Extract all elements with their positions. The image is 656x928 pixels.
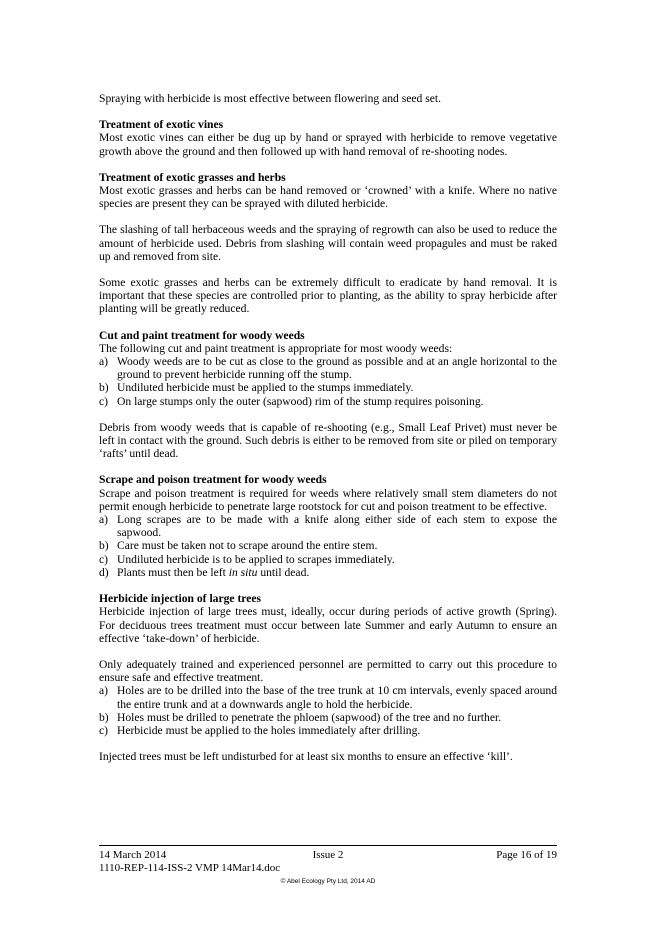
footer-row — [99, 846, 557, 862]
list-text: Care must be taken not to scrape around the entire stem. — [117, 539, 378, 553]
list-label: a) — [99, 513, 109, 527]
injection-final-paragraph: Injected trees must be left undisturbed for at least six months to ensure an effective ‘kill’. — [99, 750, 513, 764]
document-body — [99, 92, 557, 763]
list-label: b) — [99, 710, 109, 724]
list-text: Woody weeds are to be cut as close to the ground as possible and at an angle horizontal to the ground to prevent herbicide running off the stump. — [117, 355, 557, 382]
heading-cut-and-paint: Cut and paint treatment for woody weeds — [99, 328, 305, 342]
injection-paragraph-2: Only adequately trained and experienced personnel are permitted to carry out this procedure to ensure safe and effective treatment. — [99, 657, 557, 685]
intro-paragraph: Spraying with herbicide is most effective between flowering and seed set. — [99, 92, 442, 105]
list-item — [99, 684, 557, 710]
heading-exotic-vines: Treatment of exotic vines — [99, 118, 224, 132]
grasses-paragraph-2: The slashing of tall herbaceous weeds and the spraying of regrowth can also be used to reduce the amount of herbicide used. Debris from slashing will contain weed propagules and must be raked up and removed from site. — [99, 223, 557, 263]
list-item — [99, 395, 557, 408]
list-text: Herbicide must be applied to the holes immediately after drilling. — [117, 723, 421, 737]
list-text — [117, 566, 557, 579]
list-label: c) — [99, 552, 109, 566]
footer-copyright: © Abel Ecology Pty Ltd, 2014 AD — [280, 878, 376, 885]
list-label: d) — [99, 565, 109, 579]
list-item — [99, 539, 557, 552]
list-text: Holes are to be drilled into the base of the tree trunk at 10 cm intervals, evenly spaced around the entire trunk and at a downwards angle to hold the herbicide. — [117, 684, 557, 711]
list-item — [99, 724, 557, 737]
list-label: b) — [99, 381, 109, 395]
footer-issue: Issue 2 — [312, 849, 344, 861]
list-text-pre: Plants must then be left — [117, 565, 229, 579]
list-item — [99, 381, 557, 394]
list-text: On large stumps only the outer (sapwood) rim of the stump requires poisoning. — [117, 394, 484, 408]
cut-paint-intro: The following cut and paint treatment is appropriate for most woody weeds: — [99, 341, 453, 355]
grasses-paragraph-1: Most exotic grasses and herbs can be hand removed or ‘crowned’ with a knife. Where no native species are present they can be sprayed with diluted herbicide. — [99, 184, 557, 211]
list-item — [99, 711, 557, 724]
list-label: a) — [99, 684, 109, 698]
grasses-paragraph-3: Some exotic grasses and herbs can be extremely difficult to eradicate by hand removal. It is important that these species are controlled prior to planting, as the ability to spray herbicide after planting will be greatly reduced. — [99, 276, 557, 316]
footer-page-number: Page 16 of 19 — [496, 849, 558, 861]
footer-doc-reference: 1110-REP-114-ISS-2 VMP 14Mar14.doc — [99, 862, 281, 874]
list-label: c) — [99, 394, 109, 408]
list-text: Holes must be drilled to penetrate the phloem (sapwood) of the tree and no further. — [117, 710, 502, 724]
italic-term: in situ — [228, 565, 258, 579]
list-item — [99, 553, 557, 566]
list-item — [99, 355, 557, 381]
heading-herbicide-injection: Herbicide injection of large trees — [99, 592, 262, 606]
list-text: Undiluted herbicide is to be applied to scrapes immediately. — [117, 552, 395, 566]
list-item — [99, 566, 557, 579]
cut-paint-debris-paragraph: Debris from woody weeds that is capable of re-shooting (e.g., Small Leaf Privet) must never be left in contact with the ground. Such debris is either to be removed from site or piled on temporary ‘rafts’ until dead. — [99, 420, 557, 461]
list-text: Undiluted herbicide must be applied to the stumps immediately. — [117, 381, 414, 395]
list-text-post: until dead. — [257, 565, 310, 579]
injection-paragraph-1: Herbicide injection of large trees must, ideally, occur during periods of active growth (Spring). For deciduous trees treatment must occur between late Summer and early Autumn to ensure an effective ‘take-down’ of herbicide. — [99, 605, 557, 645]
footer-date: 14 March 2014 — [99, 849, 167, 861]
list-text: Long scrapes are to be made with a knife along either side of each stem to expose the sapwood. — [117, 513, 557, 540]
vines-paragraph: Most exotic vines can either be dug up by hand or sprayed with herbicide to remove vegetative growth above the ground and then followed up with hand removal of re-shooting nodes. — [99, 131, 557, 158]
list-item — [99, 513, 557, 539]
list-label: a) — [99, 355, 109, 369]
page-footer — [99, 845, 557, 886]
scrape-intro: Scrape and poison treatment is required for weeds where relatively small stem diameters do not permit enough herbicide to penetrate large rootstock for cut and poison treatment to be effective. — [99, 486, 557, 513]
heading-scrape-and-poison: Scrape and poison treatment for woody weeds — [99, 473, 327, 487]
list-label: c) — [99, 723, 109, 737]
heading-exotic-grasses: Treatment of exotic grasses and herbs — [99, 170, 286, 184]
list-label: b) — [99, 539, 109, 553]
